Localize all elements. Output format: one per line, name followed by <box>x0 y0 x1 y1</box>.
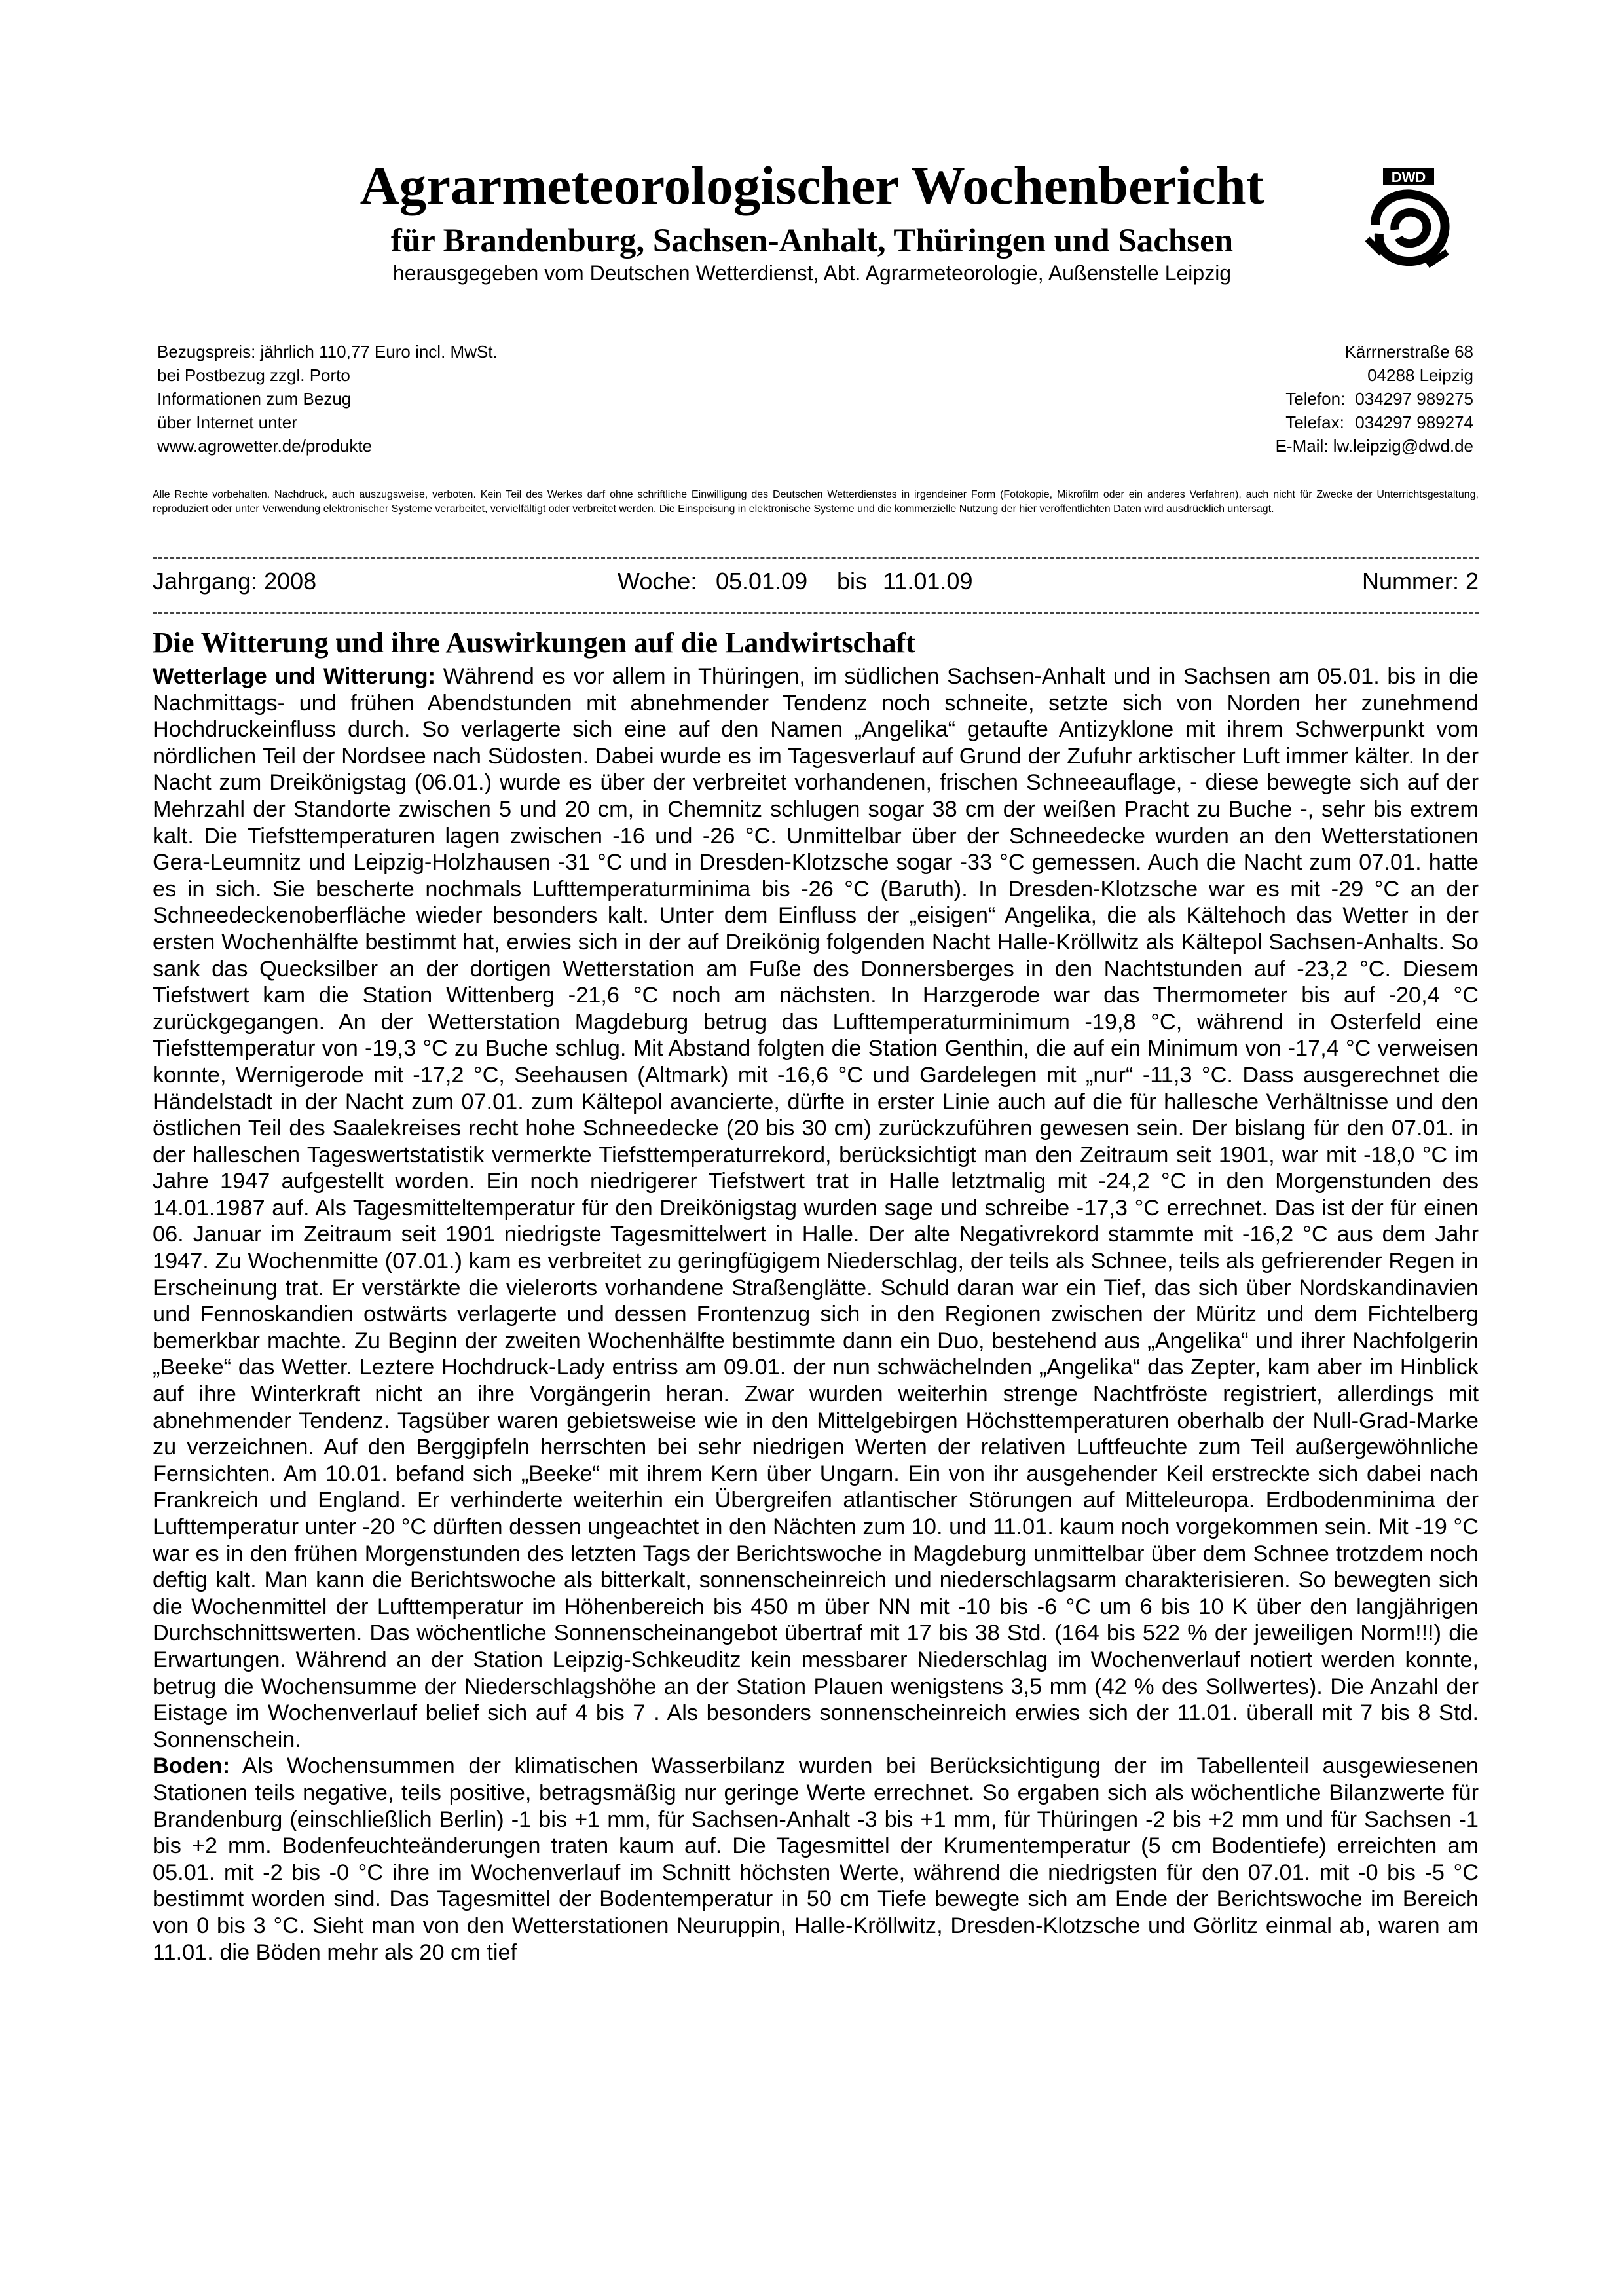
rights-notice: Alle Rechte vorbehalten. Nachdruck, auch auszugsweise, verboten. Kein Teil des Werkes darf ohne schriftliche Einwilligung des Deutschen Wetterdienstes in irgendeiner Form (Fotokopie, Mikrofilm oder ein anderes Verfahren), auch nicht für Zwecke der Unterrichtsgestaltung, reproduziert oder unter Verwendung elektronischer Systeme verarbeitet, vervielfältigt oder verbreitet werden. Die Einspeisung in elektronische Systeme und die kommerzielle Nutzung der hier veröffentlichten Daten wird ausdrücklich untersagt. <box>153 489 1479 515</box>
phone-number: 034297 989275 <box>1355 389 1473 409</box>
jahrgang: Jahrgang: 2008 <box>153 568 317 595</box>
soil-label: Boden: <box>153 1753 231 1779</box>
woche-label: Woche: <box>618 568 697 595</box>
address-street: Kärrnerstraße 68 <box>1344 342 1473 361</box>
subscription-info <box>157 340 498 458</box>
report-title: Agrarmeteorologischer Wochenbericht <box>360 155 1264 215</box>
soil-text: Als Wochensummen der klimatischen Wasserbilanz wurden bei Berücksichtigung der im Tabellenteil ausgewiesenen Stationen teils negative, teils positive, betragsmäßig nur geringe Werte errechnet. So ergaben sich als wöchentliche Bilanzwerte für Brandenburg (einschließlich Berlin) -1 bis +1 mm, für Sachsen-Anhalt -3 bis +1 mm, für Thüringen -2 bis +2 mm und für Sachsen -1 bis +2 mm. Bodenfeuchteänderungen traten kaum auf. Die Tagesmittel der Krumentemperatur (5 cm Bodentiefe) erreichten am 05.01. mit -2 bis -0 °C ihre im Wochenverlauf im Schnitt höchsten Werte, während die niedrigsten für den 07.01. mit -0 bis -5 °C bestimmt worden sind. Das Tagesmittel der Bodentemperatur in 50 cm Tiefe bewegte sich am Ende der Berichtswoche im Bereich von 0 bis 3 °C. Sieht man von den Wetterstationen Neuruppin, Halle-Kröllwitz, Dresden-Klotzsche und Görlitz einmal ab, waren am 11.01. die Böden mehr als 20 cm tief <box>153 1753 1479 1965</box>
dwd-logo-text: DWD <box>1391 169 1426 185</box>
woche-to: 11.01.09 <box>883 568 973 595</box>
publisher-line: herausgegeben vom Deutschen Wetterdienst, Abt. Agrarmeteorologie, Außenstelle Leipzig <box>392 261 1232 285</box>
weather-text: Während es vor allem in Thüringen, im südlichen Sachsen-Anhalt und in Sachsen am 05.01. bis in die Nachmittags- und frühen Abendstunden mit abnehmender Tendenz noch schneite, setzte sich von Norden her zunehmend Hochdruckeinfluss durch. So verlagerte sich eine auf den Namen „Angelika“ getaufte Antizyklone mit ihrem Schwerpunkt vom nördlichen Teil der Nordsee nach Südosten. Dabei wurde es im Tagesverlauf auf Grund der Zufuhr arktischer Luft immer kälter. In der Nacht zum Dreikönigstag (06.01.) wurde es über der verbreitet vorhandenen, frischen Schneeauflage, - diese bewegte sich auf der Mehrzahl der Standorte zwischen 5 und 20 cm, in Chemnitz schlugen sogar 38 cm der weißen Pracht zu Buche -, sehr bis extrem kalt. Die Tiefsttemperaturen lagen zwischen -16 und -26 °C. Unmittelbar über der Schneedecke wurden an den Wetterstationen Gera-Leumnitz und Leipzig-Holzhausen -31 °C und in Dresden-Klotzsche sogar -33 °C gemessen. Auch die Nacht zum 07.01. hatte es in sich. Sie bescherte nochmals Lufttemperaturminima bis -26 °C (Baruth). In Dresden-Klotzsche war es mit -29 °C an der Schneedeckenoberfläche wieder besonders kalt. Unter dem Einfluss der „eisigen“ Angelika, die als Kältehoch das Wetter in der ersten Wochenhälfte bestimmt hat, erwies sich in der auf Dreikönig folgenden Nacht Halle-Kröllwitz als Kältepol Sachsen-Anhalts. So sank das Quecksilber an der dortigen Wetterstation am Fuße des Donnersberges in den Nachtstunden auf -23,2 °C. Diesem Tiefstwert kam die Station Wittenberg -21,6 °C noch am nächsten. In Harzgerode war das Thermometer bis auf -20,4 °C zurückgegangen. An der Wetterstation Magdeburg betrug das Lufttemperaturminimum -19,8 °C, während in Osterfeld eine Tiefsttemperatur von -19,3 °C zu Buche schlug. Mit Abstand folgten die Station Genthin, die auf ein Minimum von -17,4 °C verweisen konnte, Wernigerode mit -17,2 °C, Seehausen (Altmark) mit -16,6 °C und Gardelegen mit „nur“ -11,3 °C. Dass ausgerechnet die Händelstadt in der Nacht zum 07.01. zum Kältepol avancierte, dürfte in erster Linie auch auf die für hallesche Verhältnisse und den östlichen Teil des Saalekreises recht hohe Schneedecke (20 bis 30 cm) zurückzuführen gewesen sein. Der bislang für den 07.01. in der halleschen Tageswertstatistik vermerkte Tiefsttemperaturrekord, berücksichtigt man den Zeitraum seit 1901, war mit -18,0 °C im Jahre 1947 aufgestellt worden. Ein noch niedrigerer Tiefstwert trat in Halle letztmalig mit -24,2 °C in den Morgenstunden des 14.01.1987 auf. Als Tagesmitteltemperatur für den Dreikönigstag wurden sage und schreibe -17,3 °C errechnet. Das ist der für einen 06. Januar im Zeitraum seit 1901 niedrigste Tagesmittelwert in Halle. Der alte Negativrekord stammte mit -16,2 °C aus dem Jahr 1947. Zu Wochenmitte (07.01.) kam es verbreitet zu geringfügigem Niederschlag, der teils als Schnee, teils als gefrierender Regen in Erscheinung trat. Er verstärkte die vielerorts vorhandene Straßenglätte. Schuld daran war ein Tief, das sich über Nordskandinavien und Fennoskandien ostwärts verlagerte und dessen Frontenzug sich in den Regionen zwischen der Müritz und dem Fichtelberg bemerkbar machte. Zu Beginn der zweiten Wochenhälfte bestimmte dann ein Duo, bestehend aus „Angelika“ und ihrer Nachfolgerin „Beeke“ das Wetter. Leztere Hochdruck-Lady entriss am 09.01. der nun schwächelnden „Angelika“ das Zepter, kam aber im Hinblick auf ihre Winterkraft nicht an ihre Vorgängerin heran. Zwar wurden weiterhin strenge Nachtfröste registriert, allerdings mit abnehmender Tendenz. Tagsüber waren gebietsweise wie in den Mittelgebirgen Höchsttemperaturen oberhalb der Null-Grad-Marke zu verzeichnen. Auf den Berggipfeln herrschten bei sehr niedrigen Werten der relativen Luftfeuchte zum Teil außergewöhnliche Fernsichten. Am 10.01. befand sich „Beeke“ mit ihrem Kern über Ungarn. Ein von ihr ausgehender Keil erstreckte sich dabei nach Frankreich und England. Er verhinderte weiterhin ein Übergreifen atlantischer Störungen auf Mitteleuropa. Erdbodenminima der Lufttemperatur unter -20 °C dürften dessen ungeachtet in den Nächten zum 10. und 11.01. kaum noch vorgekommen sein. Mit -19 °C war es in den frühen Morgenstunden des letzten Tags der Berichtswoche in Magdeburg unmittelbar über dem Schnee trotzdem noch deftig kalt. Man kann die Berichtswoche als bitterkalt, sonnenscheinreich und niederschlagsarm charakterisieren. So bewegten sich die Wochenmittel der Lufttemperatur im Höhenbereich bis 450 m über NN mit -10 bis -6 °C um 6 bis 10 K über den langjährigen Durchschnittswerten. Das wöchentliche Sonnenscheinangebot übertraf mit 17 bis 38 Std. (164 bis 522 % der jeweiligen Norm!!!) die Erwartungen. Während an der Station Leipzig-Schkeuditz kein messbarer Niederschlag im Wochenverlauf notiert werden konnte, betrug die Wochensumme der Niederschlagshöhe an der Station Plauen wenigstens 3,5 mm (42 % des Sollwertes). Die Anzahl der Eistage im Wochenverlauf belief sich auf 4 bis 7 . Als besonders sonnenscheinreich erwies sich der 11.01. überall mit 7 bis 8 Std. Sonnenschein. <box>153 664 1479 1752</box>
address-city: 04288 Leipzig <box>1367 365 1473 385</box>
weather-label: Wetterlage und Witterung: <box>153 664 435 689</box>
dwd-logo <box>1356 167 1460 272</box>
fax-label: Telefax: <box>1285 413 1344 432</box>
report-subtitle: für Brandenburg, Sachsen-Anhalt, Thüringen und Sachsen <box>390 223 1234 259</box>
email-link[interactable]: E-Mail: lw.leipzig@dwd.de <box>1275 436 1473 456</box>
woche-sep: bis <box>837 568 868 595</box>
phone-line <box>1276 387 1473 411</box>
contact-info <box>1276 340 1473 458</box>
section-heading: Die Witterung und ihre Auswirkungen auf die Landwirtschaft <box>153 627 915 659</box>
subscription-price: Bezugspreis: jährlich 110,77 Euro incl. MwSt. <box>157 342 498 361</box>
separator-bottom <box>153 612 1479 614</box>
postage-note: bei Postbezug zzgl. Porto <box>157 365 350 385</box>
soil-paragraph <box>153 1753 1479 1966</box>
issue-meta: Jahrgang: 2008 Woche: 05.01.09 bis 11.01.09 Nummer: 2 <box>153 568 1479 595</box>
weather-paragraph <box>153 663 1479 1753</box>
info-label: Informationen zum Bezug <box>157 389 352 409</box>
phone-label: Telefon: <box>1285 389 1346 409</box>
nummer: Nummer: 2 <box>1361 568 1479 595</box>
fax-line <box>1276 411 1473 434</box>
fax-number: 034297 989274 <box>1355 413 1473 432</box>
swirl-icon <box>1375 194 1445 261</box>
internet-label: über Internet unter <box>157 413 297 432</box>
report-body <box>153 663 1479 1966</box>
separator-top <box>153 557 1479 559</box>
website-link[interactable]: www.agrowetter.de/produkte <box>157 436 373 456</box>
